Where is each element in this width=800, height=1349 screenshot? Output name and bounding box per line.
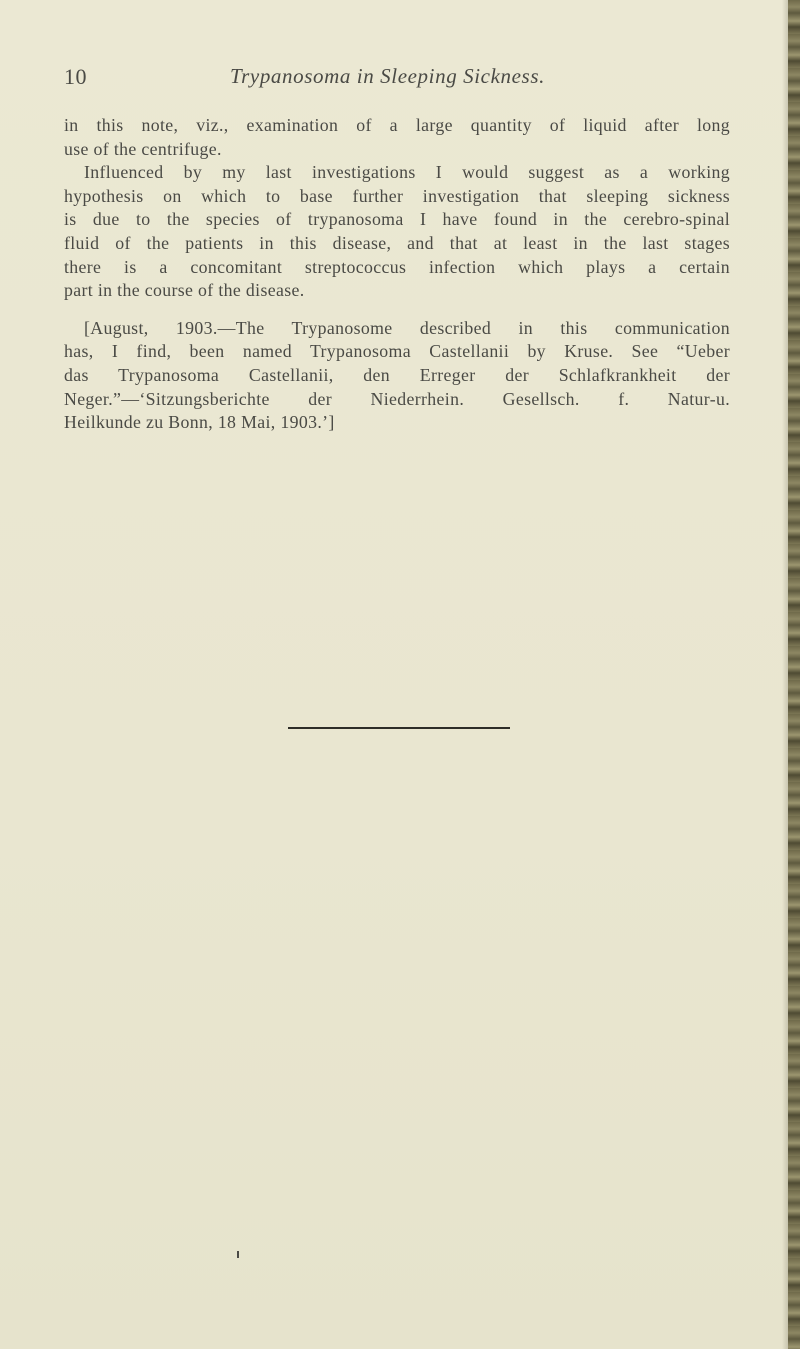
print-speck bbox=[237, 1251, 239, 1258]
text-line: Neger.”—‘Sitzungsberichte der Niederrhein. Gesellsch. f. Natur-u. bbox=[64, 388, 730, 409]
text-line: is due to the species of trypanosoma I have found in the cerebro-spinal bbox=[64, 209, 730, 230]
text-line: in this note, viz., examination of a large quantity of liquid after long bbox=[64, 115, 730, 135]
text-line: fluid of the patients in this disease, and that at least in the last stages bbox=[64, 232, 730, 253]
page-number: 10 bbox=[64, 64, 87, 89]
text-line: [August, 1903.—The Trypanosome described in this communication bbox=[84, 317, 730, 338]
text-line: there is a concomitant streptococcus infection which plays a certain bbox=[64, 256, 730, 277]
text-line: Heilkunde zu Bonn, 18 Mai, 1903.’] bbox=[64, 412, 335, 433]
text-line: has, I find, been named Trypanosoma Castellanii by Kruse. See “Ueber bbox=[64, 341, 730, 362]
page-header bbox=[64, 64, 730, 94]
text-line: Influenced by my last investigations I would suggest as a working bbox=[84, 162, 730, 183]
text-line: part in the course of the disease. bbox=[64, 280, 305, 301]
text-line: use of the centrifuge. bbox=[64, 138, 222, 159]
text-line: das Trypanosoma Castellanii, den Erreger der Schlafkrankheit der bbox=[64, 364, 730, 385]
text-line: hypothesis on which to base further investigation that sleeping sickness bbox=[64, 185, 730, 206]
book-edge bbox=[788, 0, 800, 1349]
body-text bbox=[64, 114, 730, 435]
paragraph-gap bbox=[64, 303, 730, 317]
running-head: Trypanosoma in Sleeping Sickness. bbox=[230, 64, 545, 88]
section-end-rule bbox=[288, 727, 510, 729]
